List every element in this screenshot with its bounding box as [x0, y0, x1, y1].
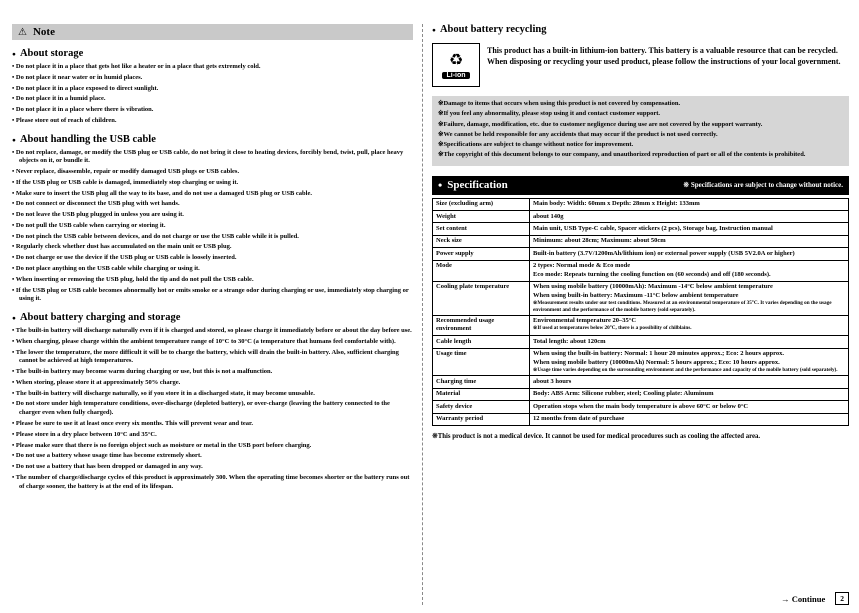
spec-row-value — [530, 281, 849, 315]
section-about-storage — [12, 48, 413, 126]
spec-value-line: Main unit, USB Type-C cable, Spacer stickers (2 pcs), Storage bag, Instruction manual — [533, 224, 773, 232]
spec-table-body — [433, 198, 849, 425]
spec-row-value — [530, 198, 849, 210]
spec-row-label: Set content — [433, 223, 530, 235]
continue-label: → Continue — [781, 593, 826, 604]
spec-row-label: Cooling plate temperature — [433, 281, 530, 315]
spec-row-label: Neck size — [433, 235, 530, 247]
spec-row-value — [530, 248, 849, 260]
section-usb-cable — [12, 134, 413, 304]
bullet-item: • Do not charge or use the device if the USB plug or USB cable is loosely inserted. — [12, 254, 413, 263]
bullet-item: • Do not connect or disconnect the USB plug with wet hands. — [12, 200, 413, 209]
li-ion-label: Li-ion — [442, 72, 469, 79]
spec-row — [433, 223, 849, 235]
bullet-item: • Do not pull the USB cable when carrying or storing it. — [12, 222, 413, 231]
bullet-dot-icon — [12, 312, 16, 323]
left-column — [12, 24, 422, 605]
bullet-item: • The number of charge/discharge cycles of this product is approximately 300. When the operating time becomes shorter or the battery runs out of charge sooner, the battery is at the end of its lifespan. — [12, 474, 413, 492]
bullet-item: • Please store in a dry place between 10°C and 35°C. — [12, 431, 413, 440]
bullet-item: • When storing, please store it at approximately 50% charge. — [12, 379, 413, 388]
bullet-item: • The built-in battery will discharge naturally, so if you store it in a discharged state, it may become unusable. — [12, 390, 413, 399]
section-title-text: About handling the USB cable — [19, 133, 156, 145]
bullet-item: • When inserting or removing the USB plug, hold the tip and do not pull the USB cable. — [12, 276, 413, 285]
bullet-item: • Do not store under high temperature conditions, over-discharge (depleted battery), or over-charge (leaving the battery connected to the charger even when fully charged). — [12, 400, 413, 418]
spec-row-value — [530, 401, 849, 413]
spec-value-line: 2 types: Normal mode & Eco mode — [533, 262, 631, 270]
right-column — [422, 24, 849, 605]
bullet-item: • The built-in battery may become warm during charging or use, but this is not a malfunction. — [12, 368, 413, 377]
spec-row — [433, 260, 849, 281]
bullet-item: • Do not leave the USB plug plugged in unless you are using it. — [12, 211, 413, 220]
bullet-dot-icon — [438, 179, 442, 192]
spec-value-line: Built-in battery (3.7V/1200mAh/lithium ion) or external power supply (USB 5V2.0A or higher) — [533, 249, 795, 257]
disclaimer-item: ※Damage to items that occurs when using this product is not covered by compensation. — [438, 100, 681, 107]
spec-value-note: ※If used at temperatures below 20°C, there is a possibility of chilblains. — [533, 325, 692, 332]
spec-row — [433, 388, 849, 400]
spec-row-label: Cable length — [433, 336, 530, 348]
spec-value-line: When using mobile battery (10000mAh): Maximum -14°C below ambient temperature — [533, 283, 773, 291]
bullet-item: • Regularly check whether dust has accumulated on the main unit or USB plug. — [12, 243, 413, 252]
section-title-text: About battery charging and storage — [19, 312, 181, 324]
spec-row — [433, 281, 849, 315]
disclaimer-item: ※The copyright of this document belongs to our company, and unauthorized reproduction of part or all of the contents is prohibited. — [438, 151, 806, 159]
bullet-dot-icon — [12, 134, 16, 145]
bullet-item: • Do not replace, damage, or modify the USB plug or USB cable, do not bring it close to heating devices, forcibly bend, twist, pull, place heavy objects on it, or bundle it. — [12, 149, 413, 167]
note-title: Note — [32, 26, 55, 38]
spec-row-value — [530, 260, 849, 281]
spec-row-label: Charging time — [433, 376, 530, 388]
section-title — [12, 134, 413, 145]
spec-subtitle: ※ Specifications are subject to change without notice. — [683, 181, 843, 190]
bullet-item: • Please be sure to use it at least once every six months. This will prevent wear and tear. — [12, 420, 413, 429]
spec-row — [433, 336, 849, 348]
warning-icon — [18, 26, 27, 38]
spec-row-label: Mode — [433, 260, 530, 281]
spec-value-line: When using mobile battery (10000mAh) Normal: 5 hours approx.; Eco: 10 hours approx. — [533, 358, 780, 366]
bullet-item: • The built-in battery will discharge naturally even if it is charged and stored, so please charge it immediately before or about the day before use. — [12, 327, 413, 336]
bullet-item: • Do not place it in a place exposed to direct sunlight. — [12, 85, 413, 94]
disclaimer-item: ※Specifications are subject to change without notice for improvement. — [438, 141, 634, 149]
section-title — [12, 312, 413, 323]
bullet-item: • Do not place anything on the USB cable while charging or using it. — [12, 265, 413, 274]
spec-row — [433, 401, 849, 413]
spec-value-line: Operation stops when the main body temperature is above 60°C or below 0°C — [533, 402, 749, 410]
bullet-item: • Do not pinch the USB cable between devices, and do not charge or use the USB cable while it is pulled. — [12, 233, 413, 242]
spec-row-label: Material — [433, 388, 530, 400]
note-header — [12, 24, 413, 40]
spec-value-note: ※Measurement results under our test conditions. Measured at an environmental temperature of 35°C. It varies depending on the usage environment and the performance of the mobile battery (sold separately). — [533, 300, 832, 313]
bullet-item: • Please store out of reach of children. — [12, 117, 413, 126]
spec-title-text: Specification — [447, 179, 508, 192]
spec-row — [433, 315, 849, 336]
spec-value-line: about 140g — [533, 212, 564, 220]
spec-value-line: Minimum: about 28cm; Maximum: about 50cm — [533, 237, 666, 245]
spec-row-value — [530, 211, 849, 223]
spec-row-label: Size (excluding arm) — [433, 198, 530, 210]
bullet-dot-icon — [432, 24, 436, 35]
spec-value-line: When using built-in battery: Maximum -11°C below ambient temperature — [533, 291, 739, 299]
bullet-item: • Do not place it in a place where there is vibration. — [12, 106, 413, 115]
disclaimer-box — [432, 96, 849, 166]
spec-row-label: Safety device — [433, 401, 530, 413]
recycling-info — [432, 43, 849, 87]
spec-header — [432, 176, 849, 195]
bullet-item: • Do not use a battery whose usage time has become extremely short. — [12, 452, 413, 461]
spec-row — [433, 348, 849, 375]
bullet-item: • Do not place it near water or in humid places. — [12, 74, 413, 83]
spec-row-value — [530, 348, 849, 375]
spec-value-note: ※Usage time varies depending on the surrounding environment and the performance and capacity of the mobile battery (sold separately). — [533, 367, 838, 374]
spec-row-label: Weight — [433, 211, 530, 223]
disclaimer-item: ※We cannot be held responsible for any accidents that may occur if the product is not used correctly. — [438, 130, 718, 138]
disclaimer-item: ※Failure, damage, modification, etc. due to customer negligence during use are not covered by the support warranty. — [438, 120, 763, 128]
spec-row — [433, 235, 849, 247]
page-footer — [432, 586, 849, 605]
section-battery-charging — [12, 312, 413, 491]
spec-row-label: Recommended usage environment — [433, 315, 530, 336]
spec-value-line: 12 months from date of purchase — [533, 415, 625, 423]
spec-title — [438, 179, 508, 192]
spec-table — [432, 198, 849, 426]
bullet-item: • Never replace, disassemble, repair or modify damaged USB plugs or USB cables. — [12, 168, 413, 177]
bullet-item: • When charging, please charge within the ambient temperature range of 10°C to 30°C (a temperature that humans feel comfortable with). — [12, 338, 413, 347]
bullet-item: • If the USB plug or USB cable becomes abnormally hot or emits smoke or a strange odor during charging or use, immediately stop charging or using it. — [12, 287, 413, 305]
spec-row-value — [530, 235, 849, 247]
spec-row — [433, 198, 849, 210]
spec-row-value — [530, 413, 849, 425]
spec-value-line: Total length: about 120cm — [533, 337, 606, 345]
spec-row-label: Power supply — [433, 248, 530, 260]
bullet-list — [12, 327, 413, 491]
spec-row — [433, 413, 849, 425]
disclaimer-item: ※If you feel any abnormality, please stop using it and contact customer support. — [438, 110, 661, 118]
page-number: 2 — [835, 592, 849, 605]
spec-row-label: Warranty period — [433, 413, 530, 425]
spec-row-value — [530, 376, 849, 388]
spec-value-line: Environmental temperature 20–35°C — [533, 317, 637, 325]
section-title-text: About storage — [19, 48, 84, 59]
bullet-item: • Please make sure that there is no foreign object such as moisture or metal in the USB port before charging. — [12, 442, 413, 451]
section-title — [12, 48, 413, 59]
bullet-item: • Do not use a battery that has been dropped or damaged in any way. — [12, 463, 413, 472]
bullet-item: • Make sure to insert the USB plug all the way to its base, and do not use a damaged USB plug or USB cable. — [12, 190, 413, 199]
spec-row-value — [530, 388, 849, 400]
recycle-icon — [449, 52, 463, 70]
recycling-text: This product has a built-in lithium-ion battery. This battery is a valuable resource that can be recycled. When disposing or recycling your used product, please follow the instructions of your local government. — [487, 46, 841, 67]
spec-row — [433, 376, 849, 388]
section-title-recycling — [432, 24, 849, 35]
bullet-list — [12, 149, 413, 304]
spec-value-line: When using the built-in battery: Normal: 1 hour 20 minutes approx.; Eco: 2 hours approx. — [533, 350, 784, 358]
bullet-item: • Do not place it in a humid place. — [12, 95, 413, 104]
spec-footnote: ※This product is not a medical device. It cannot be used for medical procedures such as cooling the affected area. — [432, 432, 761, 440]
bullet-item: • The lower the temperature, the more difficult it will be to charge the battery, which will drain the built-in battery. Also, sufficient charging cannot be achieved at high temperatures. — [12, 349, 413, 367]
spec-row — [433, 248, 849, 260]
li-ion-mark — [432, 43, 480, 87]
spec-value-line: Body: ABS Arm: Silicone rubber, steel; Cooling plate: Aluminum — [533, 390, 714, 398]
spec-row-value — [530, 315, 849, 336]
bullet-item: • Do not place it in a place that gets hot like a heater or in a place that gets extremely cold. — [12, 63, 413, 72]
spec-value-line: about 3 hours — [533, 377, 572, 385]
bullet-dot-icon — [12, 48, 16, 59]
spec-value-line: Eco mode: Repeats turning the cooling function on (60 seconds) and off (180 seconds). — [533, 270, 771, 278]
spec-value-line: Main body: Width: 60mm x Depth: 28mm x Height: 133mm — [533, 200, 700, 208]
bullet-item: • If the USB plug or USB cable is damaged, immediately stop charging or using it. — [12, 179, 413, 188]
spec-row-value — [530, 223, 849, 235]
spec-row-label: Usage time — [433, 348, 530, 375]
section-title-text: About battery recycling — [439, 24, 547, 35]
spec-row-value — [530, 336, 849, 348]
spec-row — [433, 211, 849, 223]
bullet-list — [12, 63, 413, 126]
